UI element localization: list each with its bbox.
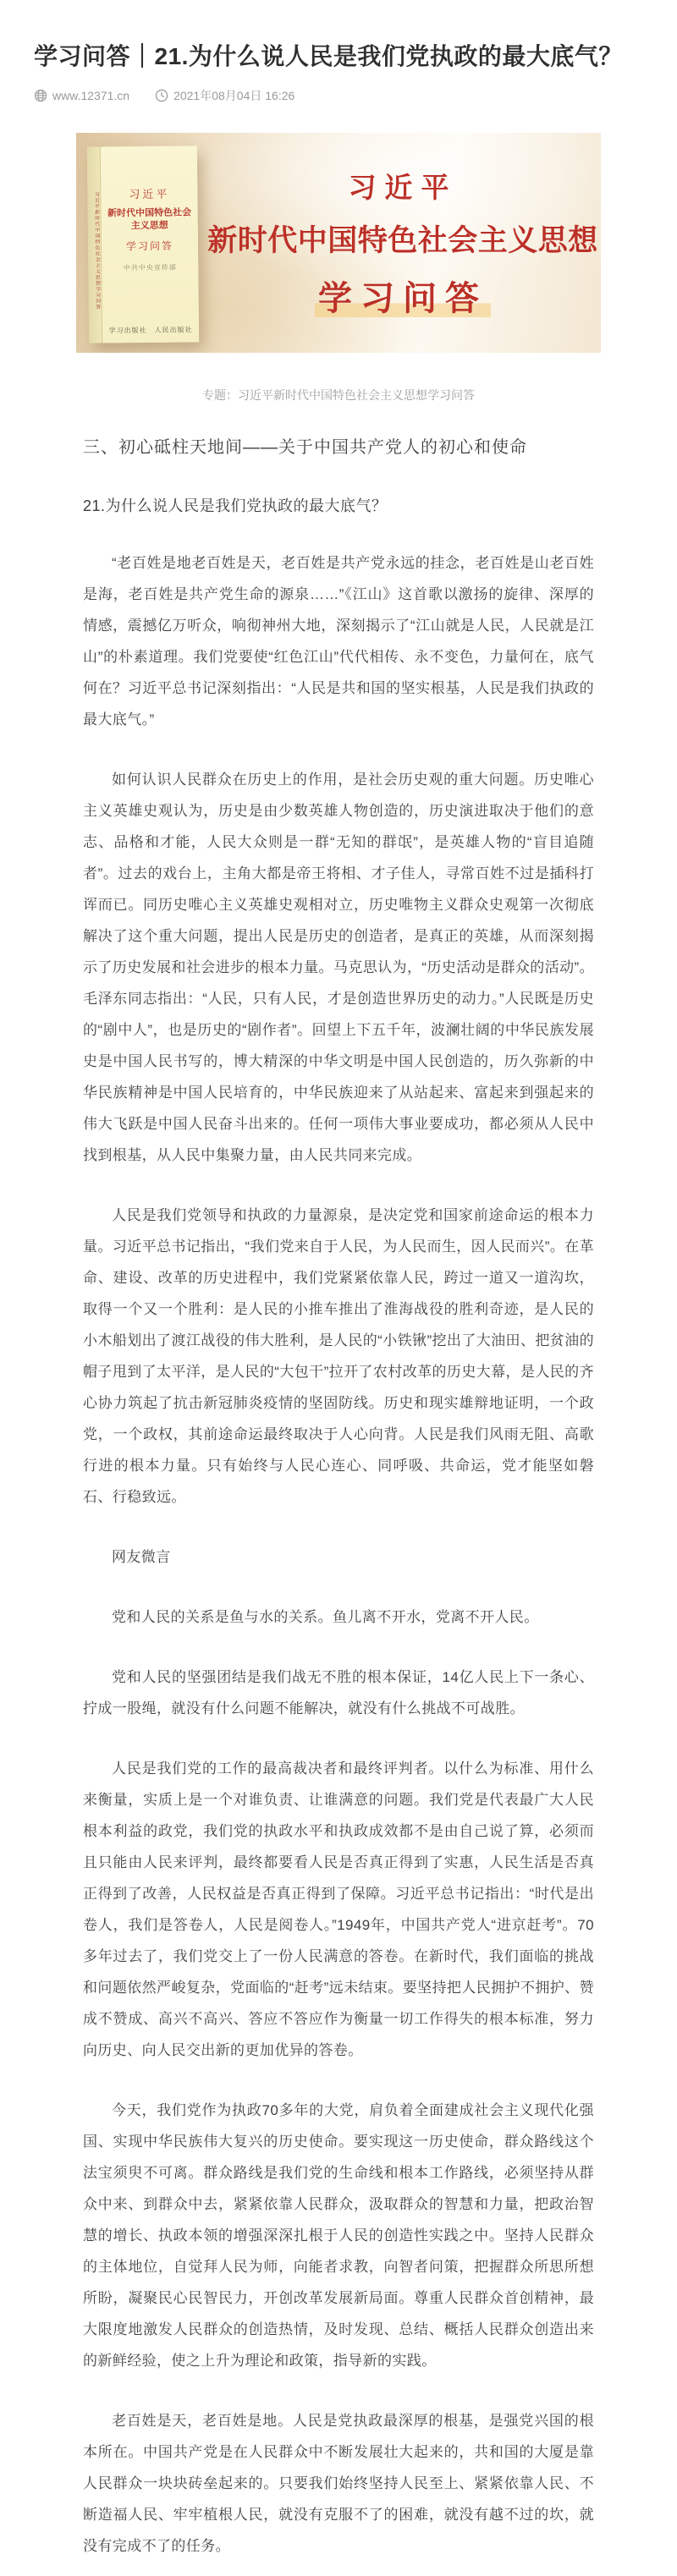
section-heading: 三、初心砥柱天地间——关于中国共产党人的初心和使命 <box>83 438 527 457</box>
byline <box>34 87 643 104</box>
book-title-line1: 习近平 <box>129 187 170 201</box>
question-heading: 21.为什么说人民是我们党执政的最大底气？ <box>83 497 388 514</box>
source-label: www.12371.cn <box>52 89 130 102</box>
paragraph: 老百姓是天，老百姓是地。人民是党执政最深厚的根基，是强党兴国的根本所在。中国共产党是在人民群众中不断发展壮大起来的，共和国的大厦是靠人民群众一块块砖垒起来的。只要我们始终坚持人民至上、紧紧依靠人民、不断造福人民、牢牢植根人民，就没有克服不了的困难，就没有越不过的坎，就没有完成不了的任务。 <box>83 2413 594 2554</box>
banner-headline-line3: 学习问答 <box>315 272 491 320</box>
banner-image <box>76 133 601 353</box>
time-meta <box>155 87 294 104</box>
netizen-comments-heading: 网友微言 <box>112 1549 171 1565</box>
source-meta <box>34 89 129 102</box>
publish-timestamp: 2021年08月04日 16:26 <box>173 89 295 102</box>
book-front <box>101 146 199 343</box>
paragraph: “老百姓是地老百姓是天，老百姓是共产党永远的挂念，老百姓是山老百姓是海，老百姓是共产党生命的源泉……”《江山》这首歌以激扬的旋律、深厚的情感，震撼亿万听众，响彻神州大地，深刻揭示了“江山就是人民，人民就是江山”的朴素道理。我们党要使“红色江山”代代相传、永不变色，力量何在，底气何在？习近平总书记深刻指出：“人民是共和国的坚实根基，人民是我们执政的最大底气。” <box>83 555 594 728</box>
book-publisher: 中共中央宣传部 <box>123 263 177 272</box>
article-body <box>34 133 643 2562</box>
netizen-comment: 党和人民的坚强团结是我们战无不胜的根本保证，14亿人民上下一条心、拧成一股绳，就没有什么问题不能解决，就没有什么挑战不可战胜。 <box>83 1669 594 1716</box>
banner-headline-line2: 新时代中国特色社会主义思想 <box>207 224 598 257</box>
book-cover <box>87 146 199 343</box>
banner-caption-link[interactable]: 专题：习近平新时代中国特色社会主义思想学习问答 <box>202 388 475 402</box>
book-spine: 习近平新时代中国特色社会主义思想学习问答 <box>87 147 102 343</box>
book-imprint: 学习出版社 人民出版社 <box>108 326 193 335</box>
paragraph: 今天，我们党作为执政70多年的大党，肩负着全面建成社会主义现代化强国、实现中华民族伟大复兴的历史使命。要实现这一历史使命，群众路线这个法宝须臾不可离。群众路线是我们党的生命线和根本工作路线，必须坚持从群众中来、到群众中去，紧紧依靠人民群众，汲取群众的智慧和力量，把政治智慧的增长、执政本领的增强深深扎根于人民的创造性实践之中。坚持人民群众的主体地位，自觉拜人民为师，向能者求教，向智者问策，把握群众所思所想所盼，凝聚民心民智民力，开创改革发展新局面。尊重人民群众首创精神，最大限度地激发人民群众的创造热情，及时发现、总结、概括人民群众创造出来的新鲜经验，使之上升为理论和政策，指导新的实践。 <box>83 2102 594 2369</box>
book-title-line3: 学习问答 <box>125 239 174 253</box>
globe-icon <box>34 89 47 102</box>
netizen-comment: 党和人民的关系是鱼与水的关系。鱼儿离不开水，党离不开人民。 <box>112 1609 539 1625</box>
banner-headline <box>207 133 598 353</box>
page-title: 学习问答｜21.为什么说人民是我们党执政的最大底气？ <box>34 43 623 69</box>
paragraph: 人民是我们党领导和执政的力量源泉，是决定党和国家前途命运的根本力量。习近平总书记指出，“我们党来自于人民，为人民而生，因人民而兴”。在革命、建设、改革的历史进程中，我们党紧紧依靠人民，跨过一道又一道沟坎，取得一个又一个胜利：是人民的小推车推出了淮海战役的胜利奇迹，是人民的小木船划出了渡江战役的伟大胜利，是人民的“小铁锹”挖出了大油田、把贫油的帽子甩到了太平洋，是人民的“大包干”拉开了农村改革的历史大幕，是人民的齐心协力筑起了抗击新冠肺炎疫情的坚固防线。历史和现实雄辩地证明，一个政党，一个政权，其前途命运最终取决于人心向背。人民是我们风雨无阻、高歌行进的根本力量。只有始终与人民心连心、同呼吸、共命运，党才能坚如磐石、行稳致远。 <box>83 1207 594 1505</box>
book-title-line2: 新时代中国特色社会主义思想 <box>107 207 192 232</box>
banner-headline-line1: 习近平 <box>348 172 458 203</box>
paragraph: 人民是我们党的工作的最高裁决者和最终评判者。以什么为标准、用什么来衡量，实质上是一个对谁负责、让谁满意的问题。我们党是代表最广大人民根本利益的政党，我们党的执政水平和执政成效都不是由自己说了算，必须而且只能由人民来评判，最终都要看人民是否真正得到了实惠，人民生活是否真正得到了改善，人民权益是否真正得到了保障。习近平总书记指出：“时代是出卷人，我们是答卷人，人民是阅卷人。”1949年，中国共产党人“进京赶考”。70多年过去了，我们党交上了一份人民满意的答卷。在新时代，我们面临的挑战和问题依然严峻复杂，党面临的“赶考”远未结束。要坚持把人民拥护不拥护、赞成不赞成、高兴不高兴、答应不答应作为衡量一切工作得失的根本标准，努力向历史、向人民交出新的更加优异的答卷。 <box>83 1760 594 2058</box>
clock-icon <box>155 89 168 102</box>
paragraph: 如何认识人民群众在历史上的作用，是社会历史观的重大问题。历史唯心主义英雄史观认为，历史是由少数英雄人物创造的，历史演进取决于他们的意志、品格和才能，人民大众则是一群“无知的群氓”，是英雄人物的“盲目追随者”。过去的戏台上，主角大都是帝王将相、才子佳人，寻常百姓不过是插科打诨而已。同历史唯心主义英雄史观相对立，历史唯物主义群众史观第一次彻底解决了这个重大问题，提出人民是历史的创造者，是真正的英雄，从而深刻揭示了历史发展和社会进步的根本力量。马克思认为，“历史活动是群众的活动”。毛泽东同志指出：“人民，只有人民，才是创造世界历史的动力。”人民既是历史的“剧中人”，也是历史的“剧作者”。回望上下五千年，波澜壮阔的中华民族发展史是中国人民书写的，博大精深的中华文明是中国人民创造的，历久弥新的中华民族精神是中国人民培育的，中华民族迎来了从站起来、富起来到强起来的伟大飞跃是中国人民奋斗出来的。任何一项伟大事业要成功，都必须从人民中找到根基，从人民中集聚力量，由人民共同来完成。 <box>83 772 594 1163</box>
